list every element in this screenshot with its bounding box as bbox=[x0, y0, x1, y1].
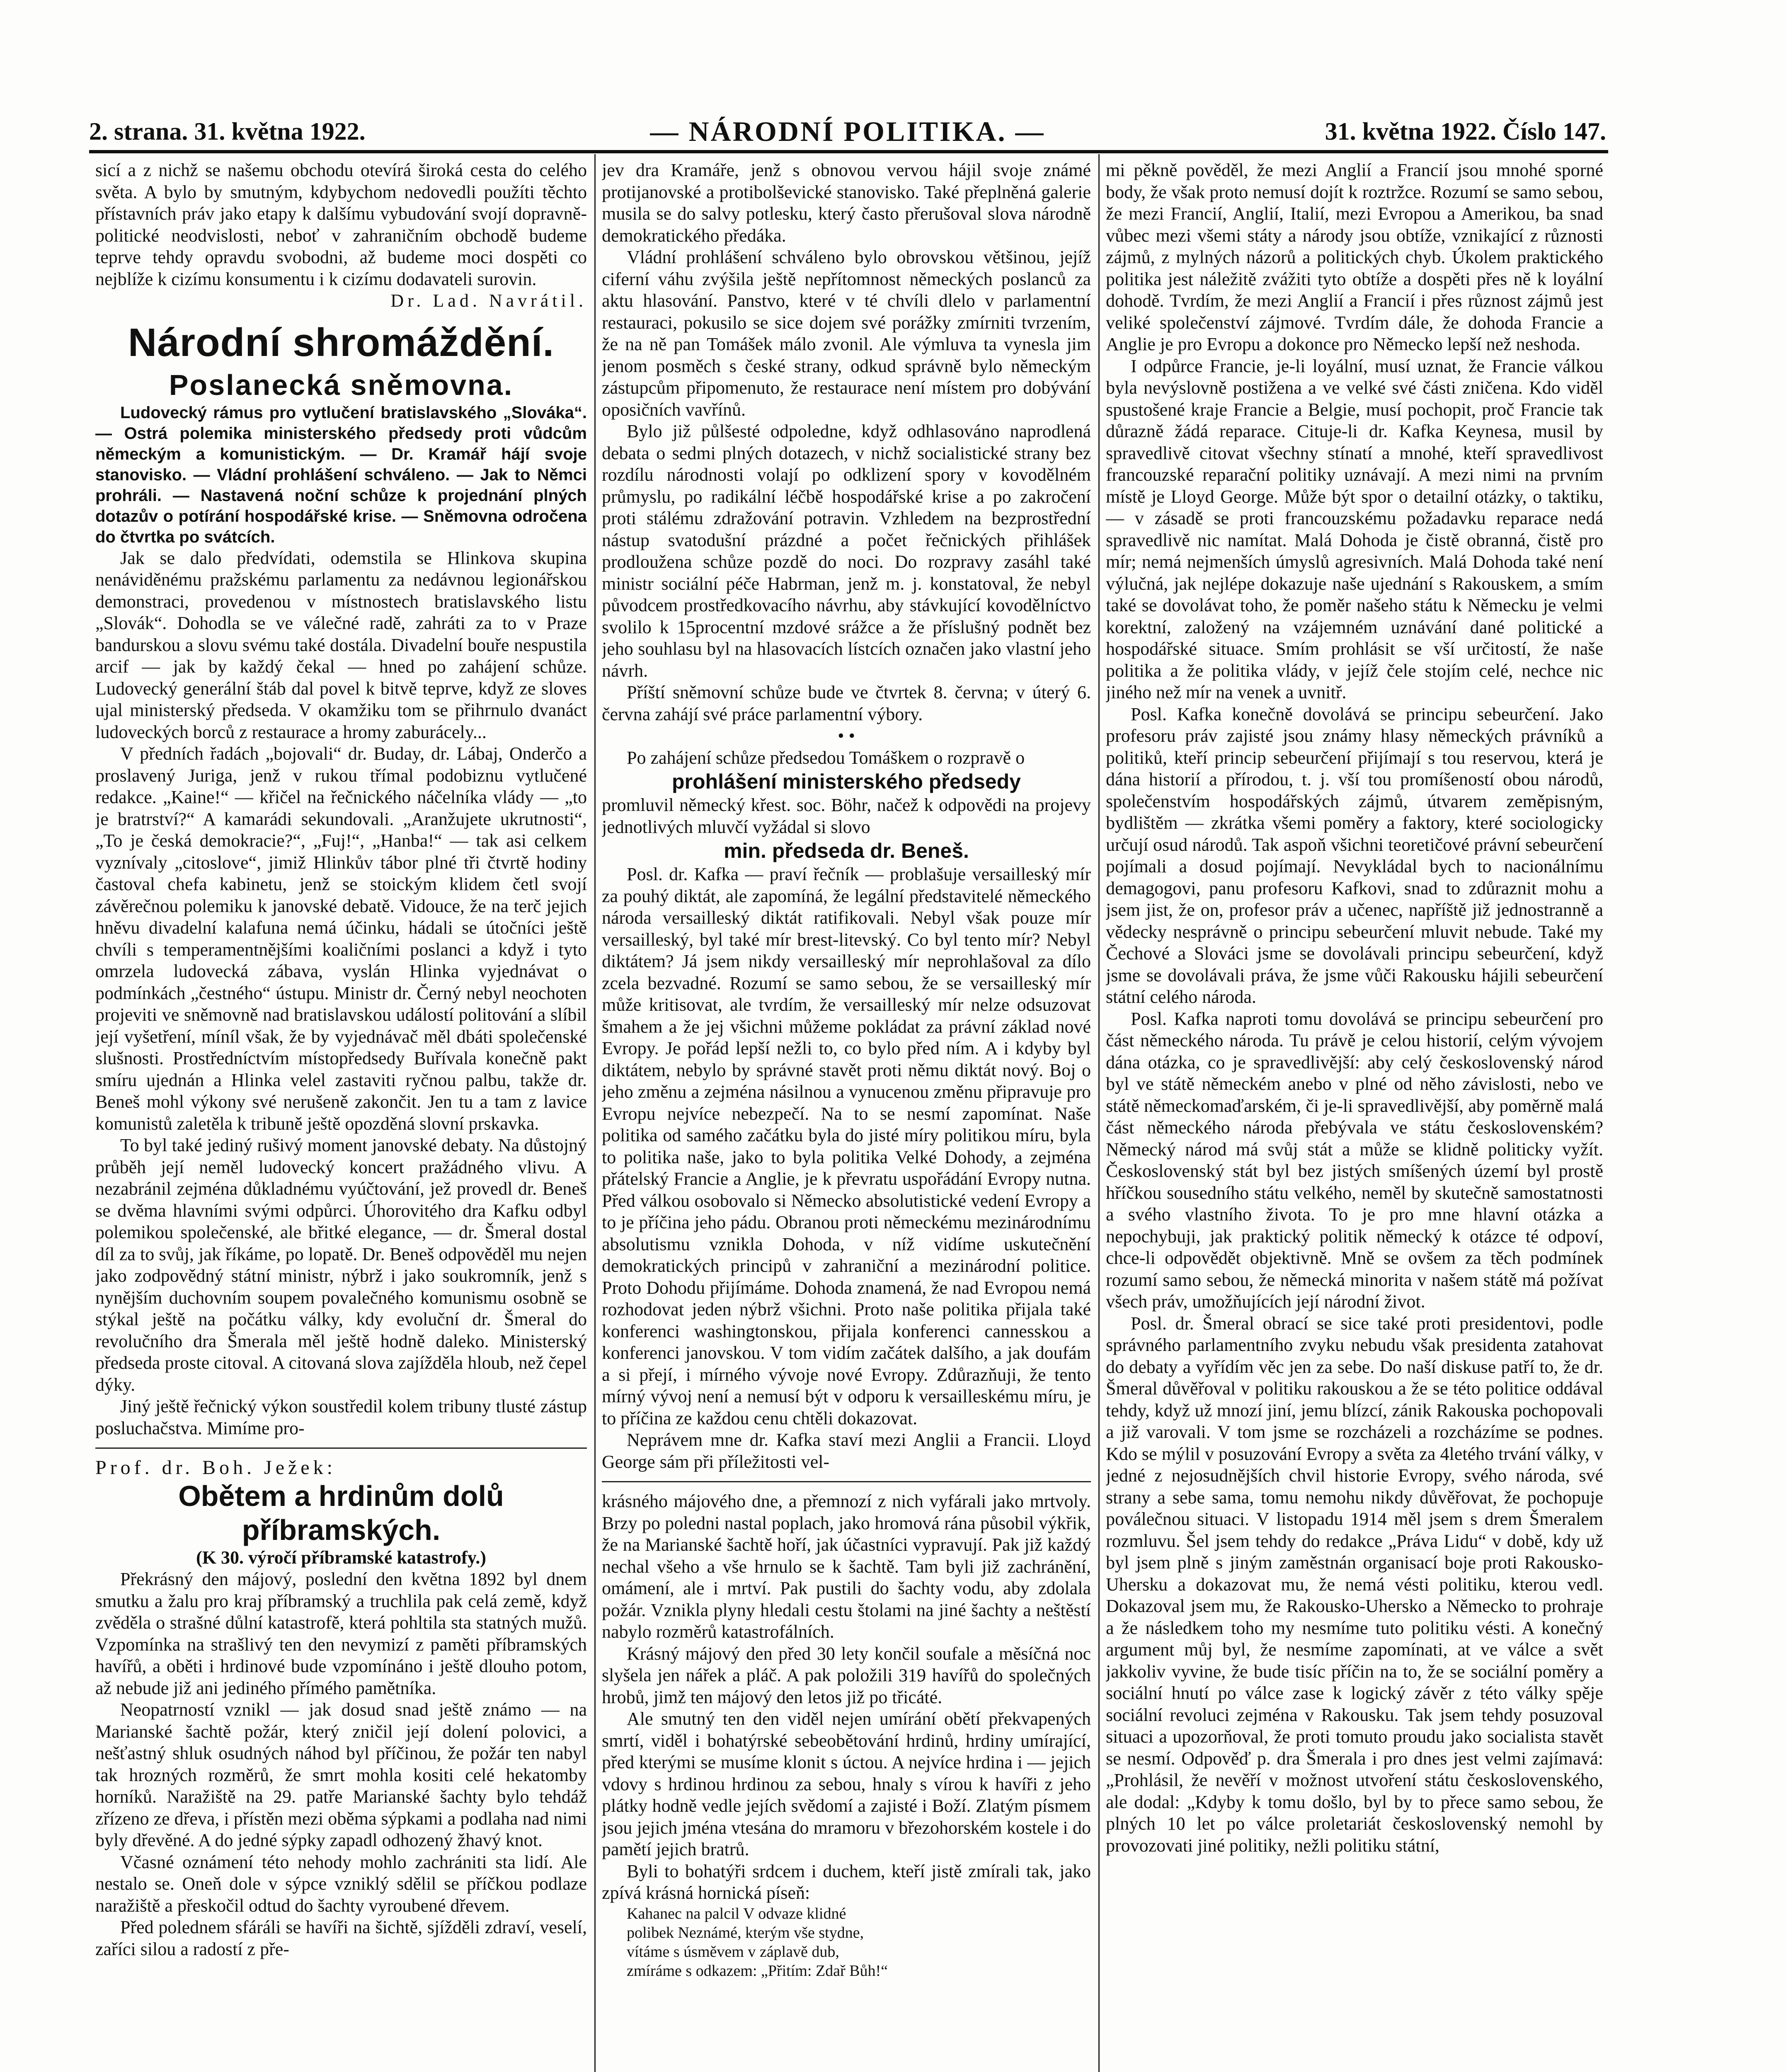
article-text: Jiný ještě řečnický výkon soustředil kolem tribuny tlusté zástup posluchačstva. Mimíme pro- bbox=[95, 1396, 587, 1438]
article-text: promluvil německý křest. soc. Böhr, načež k odpovědi na projevy jednotlivých mluvčí vyžádal si slovo bbox=[602, 795, 1091, 837]
poem-line: zmíráme s odkazem: „Přitím: Zdař Bůh!“ bbox=[627, 1962, 888, 1980]
article-text: Posl. Kafka naproti tomu dovolává se principu sebeurčení pro část německého národa. Tu právě je celou historií, celým vývojem dána otázka, co je spravedlivější: aby celý československý národ byl ve státě německém anebo v plné od něho závislosti, nebo ve státě německomaďarském, či je-li spravedlivější, aby poměrně malá část německého národa přebývala ve státu československém? Německý národ má svůj stát a může se klidně politicky vyžít. Československý stát byl bez jistých smíšených území byl prostě hříčkou sousedního státu velkého, neměl by skutečně samostatnosti a svého vlastního života. To je pro mne hlavní otázka a nepochybuji, jak praktický politik německý k otázce té odpoví, chce-li odpovědět objektivně. Mně se ovšem za těch podmínek rozumí samo sebou, že německá minorita v našem státě má požívat všech práv, umožňujících její národní život. bbox=[1106, 1008, 1603, 1312]
article-text: Před polednem sfáráli se havíři na šichtě, sjížděli zdraví, veselí, zaříci silou a radostí z pře- bbox=[95, 1917, 587, 1959]
article-text: To byl také jediný rušivý moment janovské debaty. Na důstojný průběh její neměl ludovecký koncert pražádného vlivu. A nezabránil zejména důkladnému vyúčtování, jež provedl dr. Beneš se dvěma hlavními svými odpůrci. Úhorovitého dra Kafku odbyl polemikou společenské, ale břitké elegance, — dr. Šmeral dostal díl za to svůj, jak říkáme, po lopatě. Dr. Beneš odpověděl mu nejen jako zodpovědný státní ministr, nýbrž i jako soukromník, jenž s nynějším duchovním soupem povalečného komunismu osobně se stýkal ještě na počátku války, kdy evoluční dr. Šmeral do revolučního dra Šmerala měl ještě hodně daleko. Ministerský předseda proste citoval. A citovaná slova zajížděla hloub, než čepel dýky. bbox=[95, 1135, 587, 1395]
article-text: Krásný májový den před 30 lety končil soufale a měsíčná noc slyšela jen nářek a pláč. A pak položili 319 havířů do společných hrobů, jimž ten májový den letos již po třicáté. bbox=[602, 1643, 1091, 1707]
article-text: mi pěkně pověděl, že mezi Anglií a Francií jsou mnohé sporné body, že však proto nemusí dojít k roztržce. Rozumí se samo sebou, že mezi Francií, Anglií, Italií, mezi Evropou a Amerikou, ba snad vůbec mezi všemi státy a národy jsou obtíže, vznikající z různosti zájmů, z mylných názorů a politických chyb. Úkolem praktického politika jest náležitě zvážiti tyto obtíže a dospěti přes ně k loyální dohodě. Tvrdím, že mezi Anglií a Francií i přes různost zájmů jest veliké společenství zájmové. Tvrdím dále, že dohoda Francie a Anglie je pro Evropu a dokonce pro Německo lepší než neshoda. bbox=[1106, 160, 1603, 354]
poem bbox=[602, 1904, 1091, 1980]
article-text: Jak se dalo předvídati, odemstila se Hlinkova skupina nenáviděnému pražskému parlamentu za nedávnou legionářskou demonstraci, provedenou v místnostech bratislavského listu „Slovák“. Dohodla se ve válečné radě, zahráti za to v Praze bandurskou a slovu svému také dostála. Divadelní bouře nespustila arcif — jak by každý čekal — hned po zahájení schůze. Ludovecký generální štáb dal povel k bitvě teprve, když ze sloves ujal ministerský předseda. V okamžiku tom se přihrnulo dvanáct ludoveckých borců z restaurace a hromy zaburácely... bbox=[95, 547, 587, 742]
header-right: 31. května 1922. Číslo 147. bbox=[1325, 118, 1606, 145]
column-3 bbox=[1106, 160, 1603, 2072]
article-text: I odpůrce Francie, je-li loyální, musí uznat, že Francie válkou byla nevýslovně postižena a ve velké své části zničena. Kdo viděl spustošené kraje Francie a Belgie, musí pochopit, proč Francie tak důrazně žádá reparace. Cituje-li dr. Kafka Keynesa, musil by spravedlivě citovat všechny stínatí a mnohé, kteří spravedlivost francouzské reparační politiky uznávají. A mezi nimi na prvním místě je Lloyd George. Může být spor o detailní otázky, o taktiku, — v zásadě se proti francouzskému požadavku reparace nedá spravedlivě nic namítat. Malá Dohoda je čistě obranná, čistě pro mír; nemá nejmenších úmyslů agresivních. Malá Dohoda také není výlučná, jak nejlépe dokazuje naše ujednání s Rakouskem, a smím také se dovolávat toho, že poměr našeho státu k Německu je velmi korektní, založený na vzájemném uznávání dané politické a hospodářské situace. Smím prohlásit se vší určitostí, že naše politika a že politika vlády, v jejíž čele stojím celé, nechce nic jiného než mír na venek a uvnitř. bbox=[1106, 356, 1603, 702]
article-text: Příští sněmovní schůze bude ve čtvrtek 8. června; v úterý 6. června zahájí své práce parlamentní výbory. bbox=[602, 682, 1091, 724]
column-divider-1 bbox=[594, 154, 596, 2072]
article-text: sicí a z nichž se našemu obchodu otevírá široká cesta do celého světa. A bylo by smutným, kdybychom nedovedli použíti těchto přístavních práv jako etapy k dalšímu vybudování svojí dopravně-politické neodvislosti, neboť v zahraničním obchodě budeme teprve tehdy opravdu svobodni, až budeme moci dospěti co nejblíže k cizímu konsumentu i k cizímu dodavateli surovin. bbox=[95, 160, 587, 289]
header-left: 2. strana. 31. května 1922. bbox=[89, 118, 366, 145]
poem-line: vítáme s úsměvem v záplavě dub, bbox=[627, 1943, 839, 1961]
masthead-title: — NÁRODNÍ POLITIKA. — bbox=[650, 116, 1045, 147]
article-text: Překrásný den májový, poslední den května 1892 byl dnem smutku a žalu pro kraj příbramský a truchlila pak celá země, když zvěděla o strašné důlní katastrofě, která pohltila sta statných mužů. Vzpomínka na strašlivý ten den nevymizí z paměti příbramských havířů, a oběti i hrdinové bude vzpomínáno i ještě dlouho potom, až nebude již ani jediného přímého pamětníka. bbox=[95, 1569, 587, 1698]
article-text: jev dra Kramáře, jenž s obnovou vervou hájil svoje známé protijanovské a protibolševické stanovisko. Také přeplněná galerie musila se do salvy potlesku, který často přerušoval slova národně demokratického předáka. bbox=[602, 160, 1091, 246]
article-summary: Ludovecký rámus pro vytlučení bratislavského „Slováka“. — Ostrá polemika ministerského předsedy proti vůdcům německým a komunistickým. — Dr. Kramář hájí svoje stanovisko. — Vládní prohlášení schváleno. — Jak to Němci prohráli. — Nastavená noční schůze k projednání plných dotazův o potírání hospodářské krise. — Sněmovna odročena do čtvrtka po svátcích. bbox=[95, 403, 587, 546]
article-text: Byli to bohatýři srdcem i duchem, kteří jistě zmírali tak, jako zpívá krásná hornická píseň: bbox=[602, 1861, 1091, 1903]
article-byline: Prof. dr. Boh. Ježek: bbox=[95, 1457, 336, 1479]
article-text: Včasné oznámení této nehody mohlo zachrániti sta lidí. Ale nestalo se. Oneň dole v sýpce vzniklý sdělil se příčkou podlaze naražiště a přeskočil odtud do šachty vyroubené dřevem. bbox=[95, 1852, 587, 1916]
article-text: Posl. dr. Šmeral obrací se sice také proti presidentovi, podle správného parlamentního zvyku nebudu však presidenta zatahovat do debaty a vyřídím věc jen za sebe. Do naší diskuse patří to, že dr. Šmeral důvěřoval v politiku rakouskou a že se této politice oddával tehdy, když už mnozí jiní, jemu blízcí, zánik Rakouska pochopovali a již varovali. V tom jsme se rozcházeli a rozcházíme se podnes. Kdo se mýlil v posuzování Evropy a světa za 4letého trvání války, v jedné z nejosudnějších chvil historie Evropy, svého národa, své strany a sebe sama, tomu nemohu nikdy důvěřovat, že pochopuje poválečnou situaci. V listopadu 1914 měl jsem s drem Šmeralem rozmluvu. Šel jsem tehdy do redakce „Práva Lidu“ v době, kdy už byl jsem plně s jiným zaměstnán organisací boje proti Rakousko-Uhersku a dokazovat mu, že nemá vésti politiku, kterou vedl. Dokazoval jsem mu, že Rakousko-Uhersko a Německo to prohraje a že následkem toho my nesmíme tuto politiku vésti. A konečný argument můj byl, že nesmíme zapomínati, at ve válce a svět jakkoliv vyvine, že bude tisíc příčin na to, že se sociální poměry a sociální hnutí po válce zase k logický závěr z této války spěje sociální revoluci zejména v Rakousku. Tak jsem tehdy posuzoval situaci a upozorňoval, že proti tomuto proudu jako socialista stavět se nesmí. Odpověď p. dra Šmerala i pro dnes jest velmi zajímavá: „Prohlásil, že nevěří v možnost utvoření státu československého, ale dodal: „Kdyby k tomu došlo, byl by to přece samo sebou, že plných 10 let po válce proletariát československý nemohl by provozovati jiné politiky, nežli politiku státní, bbox=[1106, 1313, 1603, 1856]
article-text: krásného májového dne, a přemnozí z nich vyfárali jako mrtvoly. Brzy po poledni nastal poplach, jako hromová rána působil výkřik, že na Marianské šachtě hoří, jak účastníci vypravují. Pak již každý nechal všeho a vše hrnulo se k šachtě. Tam byli již zachránění, omámení, ale i mrtví. Pak pustili do šachty vodu, aby zdolala požár. Vznikla plyny hledali cestu štolami na jiné šachty a neštěstí nabylo rozměrů katastrofálních. bbox=[602, 1491, 1091, 1642]
article-text: Neopatrností vznikl — jak dosud snad ještě známo — na Marianské šachtě požár, který zničil její dolení polovici, a nešťastný shluk osudných náhod byl příčinou, že požár ten nabyl tak hrozných rozměrů, že smrt mohla kositi celé hekatomby horníků. Naražiště na 29. patře Marianské šachty bylo tehdáž zřízeno ze dřeva, i přístěn mezi oběma sýpkami a podlaha nad nimi byly dřevěné. A do jedné sýpky zapadl odhozený žhavý knot. bbox=[95, 1699, 587, 1850]
article-text: Ale smutný ten den viděl nejen umírání obětí překvapených smrtí, viděl i bohatýrské sebeobětování hrdinů, hrdiny umírající, před kterými se musíme klonit s úctou. A nejvíce hrdina i — jejich vdovy s hrdinou hrdinou za sebou, hnaly s vírou k havíři z jeho plátky hodně vedle jejích svědomí a zajisté i Boží. Zlatým písmem jsou jejich jména vtesána do mramoru v březohorském kostele i do pamětí jejich bratrů. bbox=[602, 1709, 1091, 1859]
article-subtitle: (K 30. výročí příbramské katastrofy.) bbox=[196, 1547, 486, 1568]
article-text: Po zahájení schůze předsedou Tomáškem o rozpravě o bbox=[627, 747, 1025, 768]
section-ornament: • • bbox=[838, 726, 855, 746]
page-header bbox=[89, 113, 1606, 150]
article-divider bbox=[602, 1481, 1091, 1482]
section-subheading: prohlášení ministerského předsedy bbox=[672, 770, 1021, 793]
article-text: Bylo již půlšesté odpoledne, když odhlasováno naprodlená debata o sedmi plných dotazech, v nichž socialistické strany bez rozdílu národnosti volají po odklizení spory v kovodělném průmyslu, po radikální léčbě hospodářské krise a po zakročení proti stálému zdražování potravin. Vzhledem na bezprostřední nástup svatodušní prázdné a počet řečnických přihlášek prodloužena schůze pozdě do noci. Do rozpravy zasáhl také ministr sociální péče Habrman, jenž m. j. konstatoval, že nebyl původcem prostředkovacího návrhu, aby stávkující kovodělníctvo svolilo k 15procentní mzdové srážce a že příslušný podnět bez jeho souhlasu byl na hlasovacích lístcích označen jako vlastní jeho návrh. bbox=[602, 421, 1091, 681]
section-headline: Národní shromáždění. bbox=[128, 320, 555, 365]
column-divider-2 bbox=[1098, 154, 1100, 2072]
article-divider bbox=[95, 1447, 587, 1449]
article-text: Posl. dr. Kafka — praví řečník — problašuje versailleský mír za pouhý diktát, ale zapomíná, že legální představitelé německého národa versailleský diktát ratifikovali. Nebyl však pouze mír versailleský, byl také mír brest-litevský. Co byl tento mír? Nebyl diktátem? Já jsem nikdy versailleský mír neprohlašoval za dílo zcela bezvadné. Rozumí se samo sebou, že se versailleský mír může kritisovat, ale tvrdím, že versailleský mír nelze odsuzovat šmahem a že jej všichni můžeme pokládat za právní základ nové Evropy. Je pořád lepší nežli to, co bylo před ním. A i kdyby byl diktátem, nebylo by správné stavět proti němu diktát nový. Boj o jeho změnu a zejména násilnou a vynucenou změnu připravuje pro Evropu nejvíce nebezpečí. Na to se nesmí zapomínat. Naše politika od samého začátku byla do jisté míry politikou míru, byla to politika naše, jako to byla politika Velké Dohody, a zejména přátelský Francie a Anglie, je k převratu uspořádání Evropy nutna. Před válkou osobovalo si Německo absolutistické vedení Evropy a to je příčina jeho pádu. Obranou proti německému mezinárodnímu absolutismu vznikla Dohoda, v níž vidíme uskutečnění demokratických principů v zahraniční a mezinárodní politice. Proto Dohodu přijímáme. Dohoda znamená, že nad Evropou nemá rozhodovat jeden nýbrž všichni. Proto naše politika přijala také konferenci washingtonskou, přijala konferenci cannesskou a konferenci janovskou. V tom vidím začátek dalšího, a jak doufám a si přejí, i mírného vývoje nové Evropy. Zdůrazňuji, že tento mírný vývoj není a nemusí být v odporu k versailleskému míru, je to příčina ze každou cenu chtěli dokazovat. bbox=[602, 864, 1091, 1428]
column-1 bbox=[95, 160, 587, 2072]
poem-line: polibek Neznámé, kterým vše stydne, bbox=[627, 1924, 864, 1941]
section-subhead: Poslanecká sněmovna. bbox=[169, 368, 514, 401]
article-headline: Obětem a hrdinům dolů příbramských. bbox=[178, 1479, 504, 1546]
section-subheading: min. předseda dr. Beneš. bbox=[724, 839, 969, 862]
poem-line: Kahanec na palcil V odvaze klidné bbox=[627, 1905, 846, 1922]
article-text: Neprávem mne dr. Kafka staví mezi Anglii a Francii. Lloyd George sám při příležitosti vel- bbox=[602, 1430, 1091, 1472]
header-rule bbox=[89, 150, 1608, 153]
author-signature: Dr. Lad. Navrátil. bbox=[390, 290, 587, 311]
article-text: Posl. Kafka konečně dovolává se principu sebeurčení. Jako profesoru práv zajisté jsou známy hlasy německých právníků a politiků, kteří princip sebeurčení přijímají s tou reservou, která je dána historií a přírodou, t. j. vší tou promíšeností obou národů, společenstvím hospodářských zájmů, útvarem zeměpisným, bydlištěm — zkrátka všemi poměry a faktory, které sociologicky určují osud národů. Tak aspoň všichni teoretičové právní sebeurčení pojímali a dosud pojímají. Nevykládal bych to nacionálnímu demagogovi, panu profesoru Kafkovi, snad to zdůraznit mohu a jsem jist, že on, profesor práv a učenec, napříště již jednostranně a vědecky nesprávně o principu sebeurčení mluvit nebude. Také my Čechové a Slováci jsme se dovolávali principu sebeurčení, když jsme se dovolávali práva, že jsme vůči Rakousku hájili sebeurčení státní celého národa. bbox=[1106, 704, 1603, 1007]
column-2 bbox=[602, 160, 1091, 2072]
article-text: V předních řadách „bojovali“ dr. Buday, dr. Lábaj, Onderčo a proslavený Juriga, jenž v rukou třímal podobiznu vytlučené redakce. „Kaine!“ — křičel na řečnického náčelníka vlády — „to je bratrství?“ A kamarádi sekundovali. „Aranžujete ukrutnosti“, „To je česká demokracie?“, „Fuj!“, „Hanba!“ — tak asi celkem vyznívaly „citoslove“, jimiž Hlinkův tábor plné tři čtvrtě hodiny častoval chefa kabinetu, jenž se stoickým klidem četl svojí závěrečnou polemiku k janovské debatě. Vidouce, že na terč jejich hněvu divadelní kalafuna nemá účinku, hádali se útočníci ještě chvíli s temperamentnějšími koaličními poslanci a když i tyto omrzela ludovecká zábava, vyslán Hlinka vyjednávat o podmínkách „čestného“ ústupu. Ministr dr. Černý nebyl neochoten projeviti ve sněmovně nad bratislavskou událostí politování a slíbil její vyšetření, míníl však, že by vyjednávač měl dbáti společenské slušnosti. Prostředníctvím místopředsedy Buřívala konečně pakt smíru ujednán a Hlinka velel zastaviti ryčnou palbu, takže dr. Beneš mohl výkony své nerušeně zakončit. Jen tu a tam z lavice komunistů zaletěla k tribuně ještě opozděná slovní prskavka. bbox=[95, 743, 587, 1134]
article-text: Vládní prohlášení schváleno bylo obrovskou většinou, jejíž ciferní váhu zvýšila ještě nepřítomnost německých poslanců za aktu hlasování. Panstvo, které v té chvíli dlelo v parlamentní restauraci, pokusilo se sice dojem své porážky zmírniti tvrzením, že na ně pan Tomášek málo zvonil. Ale výmluva ta vynesla jim jenom posměch s české strany, odkud správně bylo německým zástupcům připomenuto, že restaurace není místem pro dobývání oposičních vavřínů. bbox=[602, 247, 1091, 420]
